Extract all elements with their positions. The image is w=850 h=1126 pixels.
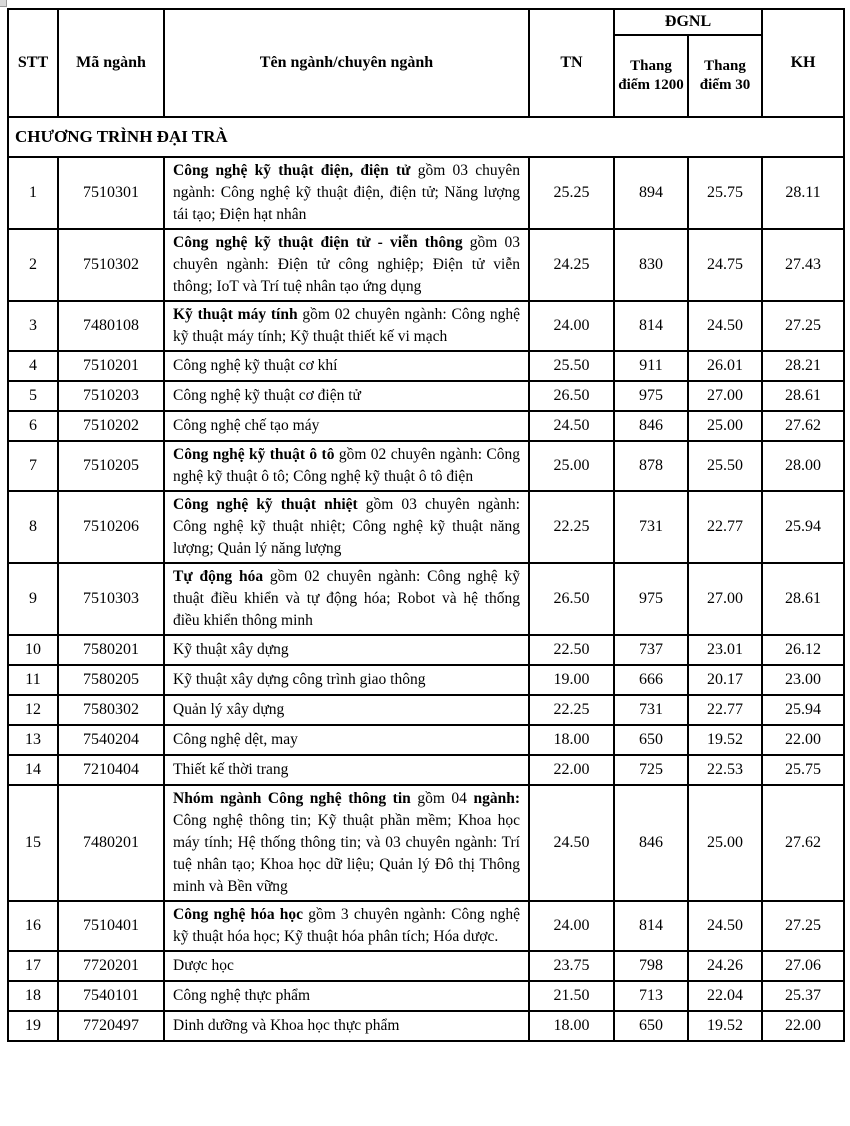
cell-stt: 11	[8, 665, 58, 695]
section-header-row	[8, 117, 844, 157]
cell-tn: 24.50	[529, 785, 614, 901]
cell-dgnl-30: 27.00	[688, 381, 762, 411]
col-header-ma-nganh: Mã ngành	[58, 9, 164, 117]
cell-dgnl-1200: 731	[614, 695, 688, 725]
admission-score-table	[7, 8, 845, 1042]
cell-stt: 18	[8, 981, 58, 1011]
scan-corner-artifact	[0, 0, 7, 7]
cell-kh: 28.11	[762, 157, 844, 229]
table-row	[8, 229, 844, 301]
cell-ten-nganh: Kỹ thuật xây dựng công trình giao thông	[164, 665, 529, 695]
table-row	[8, 725, 844, 755]
cell-dgnl-1200: 975	[614, 563, 688, 635]
cell-kh: 28.61	[762, 563, 844, 635]
cell-tn: 23.75	[529, 951, 614, 981]
cell-ma-nganh: 7580201	[58, 635, 164, 665]
cell-stt: 4	[8, 351, 58, 381]
table-row	[8, 301, 844, 351]
cell-tn: 21.50	[529, 981, 614, 1011]
cell-dgnl-30: 20.17	[688, 665, 762, 695]
cell-tn: 24.00	[529, 901, 614, 951]
cell-dgnl-30: 22.77	[688, 491, 762, 563]
cell-stt: 6	[8, 411, 58, 441]
cell-ten-nganh: Quản lý xây dựng	[164, 695, 529, 725]
cell-kh: 25.94	[762, 695, 844, 725]
cell-ten-nganh: Công nghệ kỹ thuật điện, điện tử gồm 03 chuyên ngành: Công nghệ kỹ thuật điện, điện tử; Năng lượng tái tạo; Điện hạt nhân	[164, 157, 529, 229]
cell-ma-nganh: 7720201	[58, 951, 164, 981]
cell-ten-nganh: Nhóm ngành Công nghệ thông tin gồm 04 ngành: Công nghệ thông tin; Kỹ thuật phần mềm; Khoa học máy tính; Hệ thống thông tin; và 03 chuyên ngành: Trí tuệ nhân tạo; Khoa học dữ liệu; Quản lý Đô thị Thông minh và Bền vững	[164, 785, 529, 901]
cell-ma-nganh: 7510201	[58, 351, 164, 381]
cell-tn: 25.50	[529, 351, 614, 381]
table-body	[8, 117, 844, 1041]
cell-tn: 18.00	[529, 725, 614, 755]
cell-dgnl-1200: 975	[614, 381, 688, 411]
cell-stt: 12	[8, 695, 58, 725]
cell-ten-nganh: Kỹ thuật máy tính gồm 02 chuyên ngành: Công nghệ kỹ thuật máy tính; Kỹ thuật thiết kế vi mạch	[164, 301, 529, 351]
cell-tn: 18.00	[529, 1011, 614, 1041]
cell-tn: 26.50	[529, 563, 614, 635]
cell-stt: 10	[8, 635, 58, 665]
cell-tn: 19.00	[529, 665, 614, 695]
cell-stt: 19	[8, 1011, 58, 1041]
cell-dgnl-1200: 731	[614, 491, 688, 563]
table-row	[8, 635, 844, 665]
cell-ten-nganh: Công nghệ dệt, may	[164, 725, 529, 755]
col-header-dgnl: ĐGNL	[614, 9, 762, 35]
cell-ten-nganh: Công nghệ hóa học gồm 3 chuyên ngành: Công nghệ kỹ thuật hóa học; Kỹ thuật hóa phân tích; Hóa dược.	[164, 901, 529, 951]
cell-dgnl-30: 19.52	[688, 1011, 762, 1041]
table-row	[8, 157, 844, 229]
cell-ma-nganh: 7480108	[58, 301, 164, 351]
cell-dgnl-30: 23.01	[688, 635, 762, 665]
cell-dgnl-30: 24.50	[688, 901, 762, 951]
cell-dgnl-30: 22.53	[688, 755, 762, 785]
cell-kh: 27.62	[762, 785, 844, 901]
cell-stt: 1	[8, 157, 58, 229]
cell-ma-nganh: 7540101	[58, 981, 164, 1011]
cell-dgnl-1200: 713	[614, 981, 688, 1011]
cell-kh: 23.00	[762, 665, 844, 695]
table-row	[8, 981, 844, 1011]
table-row	[8, 951, 844, 981]
table-row	[8, 351, 844, 381]
cell-dgnl-1200: 725	[614, 755, 688, 785]
table-row	[8, 491, 844, 563]
cell-kh: 27.25	[762, 301, 844, 351]
cell-kh: 22.00	[762, 725, 844, 755]
cell-kh: 26.12	[762, 635, 844, 665]
cell-dgnl-1200: 650	[614, 1011, 688, 1041]
cell-kh: 27.25	[762, 901, 844, 951]
table-row	[8, 411, 844, 441]
col-header-stt: STT	[8, 9, 58, 117]
cell-dgnl-30: 25.75	[688, 157, 762, 229]
cell-tn: 22.25	[529, 491, 614, 563]
table-row	[8, 1011, 844, 1041]
cell-ma-nganh: 7480201	[58, 785, 164, 901]
cell-stt: 5	[8, 381, 58, 411]
cell-dgnl-30: 24.26	[688, 951, 762, 981]
section-header: CHƯƠNG TRÌNH ĐẠI TRÀ	[8, 117, 844, 157]
cell-dgnl-1200: 830	[614, 229, 688, 301]
cell-kh: 27.62	[762, 411, 844, 441]
cell-ma-nganh: 7540204	[58, 725, 164, 755]
cell-ten-nganh: Công nghệ chế tạo máy	[164, 411, 529, 441]
cell-dgnl-1200: 846	[614, 411, 688, 441]
col-header-kh: KH	[762, 9, 844, 117]
cell-stt: 13	[8, 725, 58, 755]
cell-stt: 15	[8, 785, 58, 901]
cell-ma-nganh: 7510203	[58, 381, 164, 411]
cell-ma-nganh: 7510202	[58, 411, 164, 441]
cell-dgnl-1200: 846	[614, 785, 688, 901]
cell-kh: 25.94	[762, 491, 844, 563]
cell-dgnl-1200: 737	[614, 635, 688, 665]
cell-ten-nganh: Tự động hóa gồm 02 chuyên ngành: Công nghệ kỹ thuật điều khiển và tự động hóa; Robot và hệ thống điều khiển thông minh	[164, 563, 529, 635]
cell-ten-nganh: Công nghệ kỹ thuật nhiệt gồm 03 chuyên ngành: Công nghệ kỹ thuật nhiệt; Công nghệ kỹ thuật năng lượng; Quản lý năng lượng	[164, 491, 529, 563]
cell-ma-nganh: 7580205	[58, 665, 164, 695]
table-row	[8, 665, 844, 695]
cell-stt: 16	[8, 901, 58, 951]
table-row	[8, 901, 844, 951]
cell-stt: 8	[8, 491, 58, 563]
cell-ten-nganh: Thiết kế thời trang	[164, 755, 529, 785]
cell-kh: 22.00	[762, 1011, 844, 1041]
cell-tn: 26.50	[529, 381, 614, 411]
cell-ma-nganh: 7720497	[58, 1011, 164, 1041]
cell-dgnl-30: 25.00	[688, 785, 762, 901]
cell-dgnl-30: 24.50	[688, 301, 762, 351]
cell-dgnl-30: 22.04	[688, 981, 762, 1011]
cell-tn: 24.00	[529, 301, 614, 351]
cell-kh: 28.00	[762, 441, 844, 491]
table-header	[8, 9, 844, 117]
cell-kh: 25.75	[762, 755, 844, 785]
cell-dgnl-1200: 814	[614, 301, 688, 351]
cell-dgnl-1200: 911	[614, 351, 688, 381]
cell-tn: 22.25	[529, 695, 614, 725]
cell-stt: 17	[8, 951, 58, 981]
cell-stt: 2	[8, 229, 58, 301]
table-row	[8, 695, 844, 725]
cell-kh: 27.43	[762, 229, 844, 301]
table-row	[8, 441, 844, 491]
cell-ma-nganh: 7580302	[58, 695, 164, 725]
cell-ten-nganh: Công nghệ kỹ thuật ô tô gồm 02 chuyên ngành: Công nghệ kỹ thuật ô tô; Công nghệ kỹ thuật ô tô điện	[164, 441, 529, 491]
cell-dgnl-30: 22.77	[688, 695, 762, 725]
cell-ten-nganh: Dinh dưỡng và Khoa học thực phẩm	[164, 1011, 529, 1041]
cell-tn: 24.25	[529, 229, 614, 301]
cell-tn: 22.00	[529, 755, 614, 785]
cell-stt: 9	[8, 563, 58, 635]
cell-ten-nganh: Công nghệ thực phẩm	[164, 981, 529, 1011]
cell-kh: 28.21	[762, 351, 844, 381]
table-row	[8, 785, 844, 901]
cell-dgnl-30: 24.75	[688, 229, 762, 301]
cell-dgnl-1200: 650	[614, 725, 688, 755]
cell-kh: 27.06	[762, 951, 844, 981]
cell-dgnl-1200: 878	[614, 441, 688, 491]
cell-dgnl-1200: 798	[614, 951, 688, 981]
cell-stt: 7	[8, 441, 58, 491]
cell-tn: 22.50	[529, 635, 614, 665]
cell-ma-nganh: 7510303	[58, 563, 164, 635]
cell-tn: 25.00	[529, 441, 614, 491]
cell-dgnl-30: 25.50	[688, 441, 762, 491]
cell-dgnl-1200: 666	[614, 665, 688, 695]
cell-dgnl-30: 27.00	[688, 563, 762, 635]
cell-ten-nganh: Công nghệ kỹ thuật điện tử - viễn thông gồm 03 chuyên ngành: Điện tử công nghiệp; Điện tử viễn thông; IoT và Trí tuệ nhân tạo ứng dụng	[164, 229, 529, 301]
cell-kh: 28.61	[762, 381, 844, 411]
cell-ten-nganh: Kỹ thuật xây dựng	[164, 635, 529, 665]
cell-tn: 24.50	[529, 411, 614, 441]
cell-tn: 25.25	[529, 157, 614, 229]
table-row	[8, 381, 844, 411]
cell-ma-nganh: 7510301	[58, 157, 164, 229]
cell-ma-nganh: 7510401	[58, 901, 164, 951]
cell-dgnl-30: 19.52	[688, 725, 762, 755]
cell-ma-nganh: 7210404	[58, 755, 164, 785]
cell-ma-nganh: 7510205	[58, 441, 164, 491]
col-header-thang-diem-1200: Thang điểm 1200	[614, 35, 688, 117]
table-row	[8, 563, 844, 635]
cell-ten-nganh: Công nghệ kỹ thuật cơ khí	[164, 351, 529, 381]
cell-dgnl-1200: 814	[614, 901, 688, 951]
cell-ma-nganh: 7510206	[58, 491, 164, 563]
cell-stt: 3	[8, 301, 58, 351]
cell-kh: 25.37	[762, 981, 844, 1011]
col-header-thang-diem-30: Thang điểm 30	[688, 35, 762, 117]
cell-ten-nganh: Công nghệ kỹ thuật cơ điện tử	[164, 381, 529, 411]
col-header-tn: TN	[529, 9, 614, 117]
cell-ma-nganh: 7510302	[58, 229, 164, 301]
cell-ten-nganh: Dược học	[164, 951, 529, 981]
cell-dgnl-30: 25.00	[688, 411, 762, 441]
col-header-ten-nganh: Tên ngành/chuyên ngành	[164, 9, 529, 117]
cell-dgnl-1200: 894	[614, 157, 688, 229]
table-row	[8, 755, 844, 785]
cell-dgnl-30: 26.01	[688, 351, 762, 381]
cell-stt: 14	[8, 755, 58, 785]
